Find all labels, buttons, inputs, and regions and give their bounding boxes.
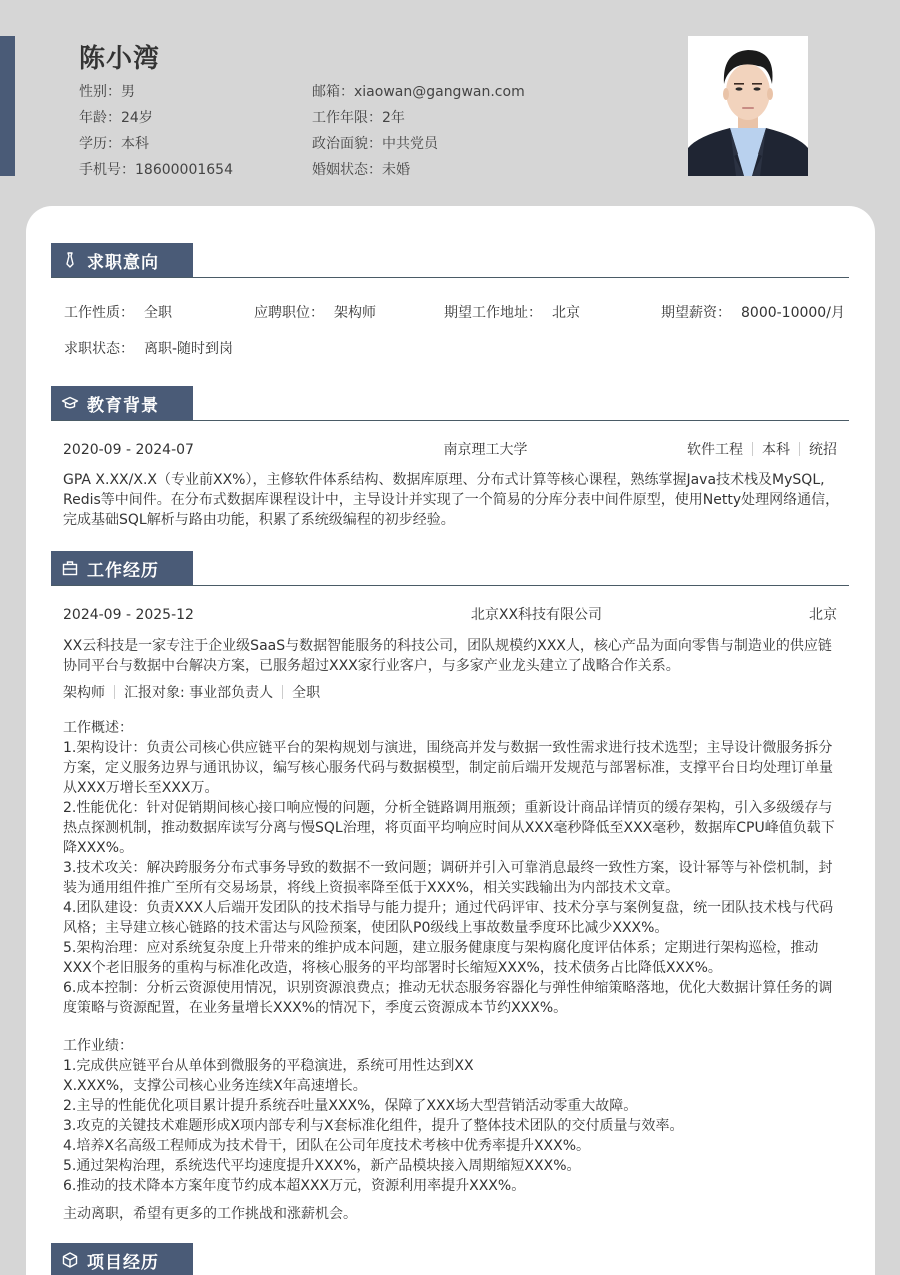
- education-school: 南京理工大学: [443, 442, 528, 458]
- work-period: 2024-09 - 2025-12: [63, 607, 194, 623]
- section-tab-job-intent: [51, 243, 193, 277]
- section-work: [51, 551, 849, 586]
- info-political-status: 政治面貌：中共党员: [312, 136, 438, 152]
- section-tab-education: [51, 386, 193, 420]
- company-intro: XX云科技是一家专注于企业级SaaS与数据智能服务的科技公司，团队规模约XXX人，核心产品为面向零售与制造业的供应链 协同平台与数据中台解决方案，已服务超过XXX家行业客户，与多家产业龙头建立了战略合作关系。: [63, 638, 832, 674]
- section-tab-projects: [51, 1243, 193, 1275]
- divider: [752, 442, 753, 456]
- achievements-title: 工作业绩：: [63, 1038, 133, 1054]
- intent-status: 求职状态： 离职-随时到岗: [64, 341, 234, 357]
- basic-info-right: [312, 80, 525, 184]
- section-title: 工作经历: [87, 560, 159, 581]
- work-header-row: [63, 605, 837, 625]
- section-title: 求职意向: [87, 252, 159, 273]
- section-title: 项目经历: [87, 1252, 159, 1273]
- work-city: 北京: [808, 607, 837, 623]
- section-projects: [51, 1243, 849, 1275]
- work-tags: 架构师 汇报对象: 事业部负责人 全职: [63, 685, 321, 701]
- profile-header: [0, 0, 900, 206]
- info-gender: 性别：男: [79, 84, 135, 100]
- basic-info-left: [79, 80, 233, 184]
- work-company: 北京XX科技有限公司: [470, 607, 603, 623]
- intent-position: 应聘职位： 架构师: [254, 305, 376, 321]
- candidate-name: 陈小湾: [79, 44, 161, 74]
- work-achievements: 工作业绩： 1.完成供应链平台从单体到微服务的平稳演进，系统可用性达到XX X.XXX%，支撑公司核心业务连续X年高速增长。 2.主导的性能优化项目累计提升系统吞吐量XXX%，保障了XXX场大型营销活动零重大故障。 3.攻克的关键技术难题形成X项内部专利与X套标准化组件，提升了整体技术团队的交付质量与效率。 4.培养X名高级工程师成为技术骨干，团队在公司年度技术考核中优秀率提升XXX%。 5.通过架构治理，系统迭代平均速度提升XXX%，新产品模块接入周期缩短XXX%。 6.推动的技术降本方案年度节约成本超XXX万元，资源利用率提升XXX%。: [63, 1036, 839, 1196]
- intent-salary: 期望薪资： 8000-10000/月: [661, 305, 845, 321]
- leave-reason: 主动离职，希望有更多的工作挑战和涨薪机会。: [63, 1206, 357, 1222]
- portrait-illustration: [688, 36, 808, 176]
- graduation-cap-icon: [61, 394, 79, 412]
- education-description: GPA X.XX/X.X（专业前XX%），主修软件体系结构、数据库原理、分布式计算等核心课程，熟练掌握Java技术栈及MySQL, Redis等中间件。在分布式数据库课程设计中，主导设计并实现了一个简易的分库分表中间件原型，使用Netty处理网络通信， 完成基础SQL解析与路由功能，积累了系统级编程的初步经验。: [63, 472, 840, 528]
- info-degree: 学历：本科: [79, 136, 149, 152]
- info-marital-status: 婚姻状态：未婚: [312, 162, 410, 178]
- work-overview: 工作概述： 1.架构设计：负责公司核心供应链平台的架构规划与演进，围绕高并发与数据一致性需求进行技术选型；主导设计微服务拆分 方案，定义服务边界与通讯协议，编写核心服务代码与数据模型，制定前后端开发规范与部署标准，支撑平台日均处理订单量 从XXX万增长至XXX万。 2.性能优化：针对促销期间核心接口响应慢的问题，分析全链路调用瓶颈；重新设计商品详情页的缓存架构，引入多级缓存与 热点探测机制，推动数据库读写分离与慢SQL治理，将页面平均响应时间从XXX毫秒降低至XXX毫秒，数据库CPU峰值负载下 降XXX%。 3.技术攻关：解决跨服务分布式事务导致的数据不一致问题；调研并引入可靠消息最终一致性方案，设计幂等与补偿机制，封 装为通用组件推广至所有交易场景，将线上资损率降至低于XXX%，相关实践输出为内部技术文章。 4.团队建设：负责XXX人后端开发团队的技术指导与能力提升；通过代码评审、技术分享与案例复盘，统一团队技术栈与代码 风格；主导建立核心链路的技术雷达与风险预案，使团队P0级线上事故数量季度环比减少XXX%。 5.架构治理：应对系统复杂度上升带来的维护成本问题，建立服务健康度与架构腐化度评估体系；定期进行架构巡检，推动 XXX个老旧服务的重构与标准化改造，将核心服务的平均部署时长缩短XXX%，技术债务占比降低XXX%。 6.成本控制：分析云资源使用情况，识别资源浪费点；推动无状态服务容器化与弹性伸缩策略落地，优化大数据计算任务的调 度策略与资源配置，在业务量增长XXX%的情况下，季度云资源成本节约XXX%。: [63, 718, 839, 1018]
- education-header-row: [63, 440, 837, 460]
- intent-work-type: 工作性质： 全职: [64, 305, 172, 321]
- section-title: 教育背景: [87, 395, 159, 416]
- section-tab-work: [51, 551, 193, 585]
- resume-body: [26, 206, 875, 1275]
- overview-title: 工作概述：: [63, 720, 133, 736]
- tie-icon: [61, 251, 79, 269]
- education-period: 2020-09 - 2024-07: [63, 442, 194, 458]
- intent-location: 期望工作地址： 北京: [444, 305, 580, 321]
- section-education: [51, 386, 849, 421]
- profile-photo: [688, 36, 808, 176]
- divider: [114, 685, 115, 699]
- info-email: 邮箱：xiaowan@gangwan.com: [312, 84, 525, 100]
- info-phone: 手机号：18600001654: [79, 162, 233, 178]
- cube-icon: [61, 1251, 79, 1269]
- divider: [799, 442, 800, 456]
- info-age: 年龄：24岁: [79, 110, 153, 126]
- info-work-years: 工作年限：2年: [312, 110, 405, 126]
- divider: [282, 685, 283, 699]
- education-tags: 软件工程 本科 统招: [686, 442, 837, 458]
- section-job-intent: [51, 243, 849, 278]
- briefcase-icon: [61, 559, 79, 577]
